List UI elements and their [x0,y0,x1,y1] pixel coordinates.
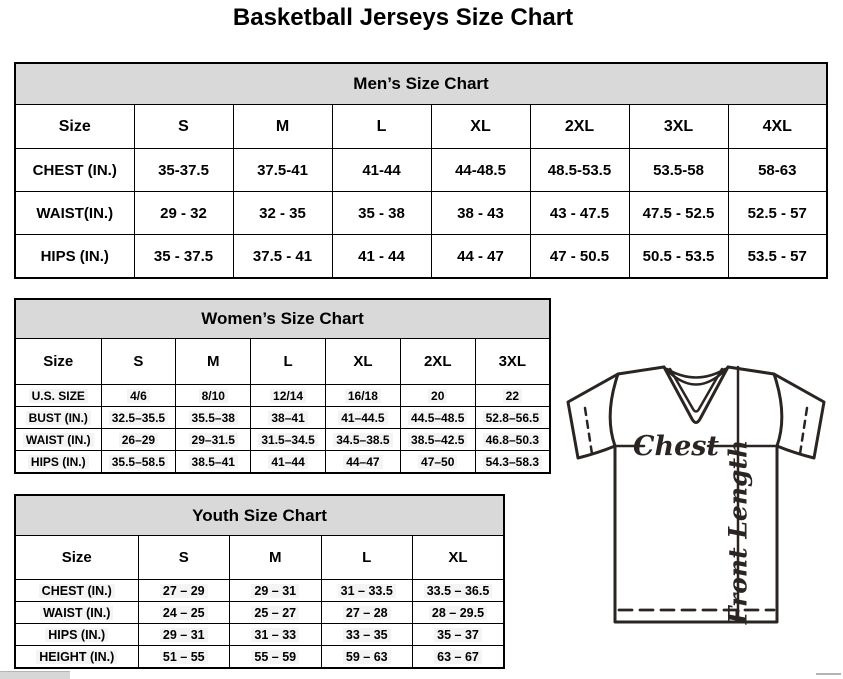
cell: 44.5–48.5 [400,407,475,429]
cell: 44–47 [325,451,400,474]
table-row [15,451,550,474]
cell: 33.5 – 36.5 [413,580,505,602]
column-header: Size [15,339,101,385]
cell: 29 – 31 [138,624,230,646]
cell: 47–50 [400,451,475,474]
cell: 41–44.5 [325,407,400,429]
cell: 29–31.5 [176,429,251,451]
table-row [15,495,504,536]
row-label: CHEST (IN.) [15,149,134,192]
column-header: S [138,536,230,580]
cell: 63 – 67 [413,646,505,669]
cell: 16/18 [325,385,400,407]
column-header: Size [15,536,138,580]
jersey-measurement-diagram [556,360,840,628]
cell: 35 - 38 [332,192,431,235]
cell: 47.5 - 52.5 [629,192,728,235]
cell: 20 [400,385,475,407]
cell: 31 – 33 [230,624,322,646]
column-header: XL [325,339,400,385]
scrollbar-fragment-right [816,673,841,675]
column-header: L [251,339,326,385]
jersey-seam-left [610,374,618,446]
cell: 53.5-58 [629,149,728,192]
table-row [15,580,504,602]
cell: 35 – 37 [413,624,505,646]
row-label: WAIST (IN.) [15,429,101,451]
cell: 34.5–38.5 [325,429,400,451]
column-header: L [321,536,413,580]
cell: 35 - 37.5 [134,235,233,279]
cell: 22 [475,385,550,407]
table-row [15,339,550,385]
column-header: S [101,339,176,385]
mens-table-title: Men’s Size Chart [15,63,827,105]
cell: 44-48.5 [431,149,530,192]
row-label: HIPS (IN.) [15,624,138,646]
cell: 38.5–42.5 [400,429,475,451]
column-header: 2XL [530,105,629,149]
cell: 29 - 32 [134,192,233,235]
cell: 53.5 - 57 [728,235,827,279]
cell: 33 – 35 [321,624,413,646]
row-label: HEIGHT (IN.) [15,646,138,669]
jersey-seam-right [774,374,782,446]
womens-size-table [14,298,551,474]
table-row [15,105,827,149]
cell: 29 – 31 [230,580,322,602]
column-header: S [134,105,233,149]
row-label: WAIST (IN.) [15,602,138,624]
cell: 26–29 [101,429,176,451]
cell: 44 - 47 [431,235,530,279]
cell: 47 - 50.5 [530,235,629,279]
cell: 43 - 47.5 [530,192,629,235]
chest-label: Chest [633,431,719,462]
cell: 35-37.5 [134,149,233,192]
sleeve-dash-left [585,408,592,454]
cell: 55 – 59 [230,646,322,669]
table-row [15,149,827,192]
cell: 8/10 [176,385,251,407]
cell: 31.5–34.5 [251,429,326,451]
column-header: XL [413,536,505,580]
cell: 38 - 43 [431,192,530,235]
jersey-diagram-svg [556,360,840,628]
row-label: WAIST(IN.) [15,192,134,235]
column-header: 3XL [475,339,550,385]
cell: 32 - 35 [233,192,332,235]
cell: 27 – 28 [321,602,413,624]
cell: 52.5 - 57 [728,192,827,235]
cell: 35.5–38 [176,407,251,429]
cell: 28 – 29.5 [413,602,505,624]
table-row [15,407,550,429]
cell: 46.8–50.3 [475,429,550,451]
column-header: 4XL [728,105,827,149]
cell: 52.8–56.5 [475,407,550,429]
table-row [15,646,504,669]
jersey-outline [568,367,824,622]
cell: 12/14 [251,385,326,407]
column-header: XL [431,105,530,149]
cell: 41 - 44 [332,235,431,279]
table-row [15,602,504,624]
column-header: M [230,536,322,580]
cell: 27 – 29 [138,580,230,602]
table-row [15,192,827,235]
sleeve-dash-right [800,408,807,454]
cell: 58-63 [728,149,827,192]
cell: 59 – 63 [321,646,413,669]
youth-size-table [14,494,505,669]
cell: 50.5 - 53.5 [629,235,728,279]
table-row [15,536,504,580]
row-label: HIPS (IN.) [15,235,134,279]
table-row [15,63,827,105]
table-row [15,235,827,279]
cell: 37.5 - 41 [233,235,332,279]
table-row [15,429,550,451]
table-row [15,385,550,407]
column-header: M [176,339,251,385]
column-header: M [233,105,332,149]
cell: 48.5-53.5 [530,149,629,192]
cell: 24 – 25 [138,602,230,624]
mens-size-table [14,62,828,279]
row-label: BUST (IN.) [15,407,101,429]
column-header: 3XL [629,105,728,149]
cell: 41-44 [332,149,431,192]
cell: 4/6 [101,385,176,407]
column-header: Size [15,105,134,149]
row-label: CHEST (IN.) [15,580,138,602]
cell: 32.5–35.5 [101,407,176,429]
column-header: 2XL [400,339,475,385]
womens-table-title: Women’s Size Chart [15,299,550,339]
cell: 37.5-41 [233,149,332,192]
column-header: L [332,105,431,149]
page-title: Basketball Jerseys Size Chart [232,4,574,31]
cell: 31 – 33.5 [321,580,413,602]
cell: 41–44 [251,451,326,474]
horizontal-scrollbar-thumb[interactable] [0,671,70,679]
youth-table-title: Youth Size Chart [15,495,504,536]
cell: 38–41 [251,407,326,429]
row-label: HIPS (IN.) [15,451,101,474]
cell: 35.5–58.5 [101,451,176,474]
cell: 51 – 55 [138,646,230,669]
cell: 54.3–58.3 [475,451,550,474]
table-row [15,299,550,339]
row-label: U.S. SIZE [15,385,101,407]
cell: 38.5–41 [176,451,251,474]
table-row [15,624,504,646]
cell: 25 – 27 [230,602,322,624]
front-length-label: Front Length [723,439,753,625]
